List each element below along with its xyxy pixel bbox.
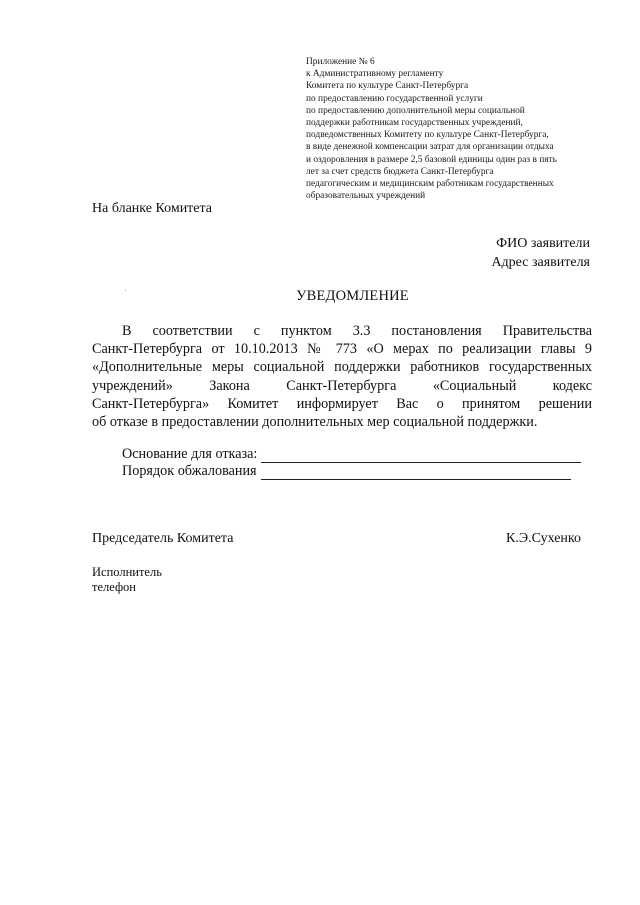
document-title: УВЕДОМЛЕНИЕ [296, 288, 409, 304]
appendix-line: педагогическим и медицинским работникам государственных [306, 179, 554, 190]
appendix-line: Приложение № 6 [306, 57, 375, 67]
appendix-line: в виде денежной компенсации затрат для организации отдыха [306, 142, 554, 153]
appendix-line: по предоставлению государственной услуги [306, 93, 483, 104]
notice-body [92, 322, 592, 431]
appendix-line: лет за счет средств бюджета Санкт-Петербурга [306, 166, 494, 177]
letterhead-note: На бланке Комитета [92, 201, 213, 216]
appeal-procedure-label: Порядок обжалования [122, 463, 257, 479]
body-line: В соответствии с пунктом 3.3 постановления Правительства [122, 323, 592, 339]
signatory-name: К.Э.Сухенко [506, 531, 582, 546]
body-line: Санкт-Петербурга от 10.10.2013 № 773 «О мерах по реализации главы 9 [92, 341, 592, 358]
body-line: Санкт-Петербурга» Комитет информирует Вас о принятом решении [92, 395, 592, 412]
appendix-line: к Административному регламенту [306, 69, 444, 80]
executor-label: Исполнитель [92, 565, 162, 579]
applicant-name: ФИО заявители [496, 236, 590, 251]
executor-block [92, 565, 162, 595]
body-line: учреждений» Закона Санкт-Петербурга «Социальный кодекс [92, 377, 592, 394]
applicant-block [491, 234, 590, 272]
body-line: «Дополнительные меры социальной поддержки работников государственных [92, 359, 592, 376]
appendix-header [306, 56, 606, 202]
appendix-line: и оздоровления в размере 2,5 базовой единицы один раз в пять [306, 154, 557, 165]
appendix-line: Комитета по культуре Санкт-Петербурга [306, 81, 469, 92]
appeal-procedure-blank [261, 465, 571, 480]
appendix-line: подведомственных Комитету по культуре Санкт-Петербурга, [306, 130, 549, 141]
signatory-position: Председатель Комитета [92, 531, 234, 546]
body-line: об отказе в предоставлении дополнительных мер социальной поддержки. [92, 413, 538, 430]
refusal-reason-field [122, 445, 581, 463]
appendix-line: образовательных учреждений [306, 191, 426, 202]
appeal-procedure-field [122, 462, 571, 480]
appendix-line: по предоставлению дополнительной меры социальной [306, 105, 525, 116]
refusal-reason-label: Основание для отказа: [122, 446, 258, 462]
refusal-reason-blank [261, 448, 581, 463]
applicant-address: Адрес заявителя [491, 255, 590, 270]
appendix-line: поддержки работникам государственных учреждений, [306, 118, 523, 129]
executor-phone: телефон [92, 580, 136, 594]
